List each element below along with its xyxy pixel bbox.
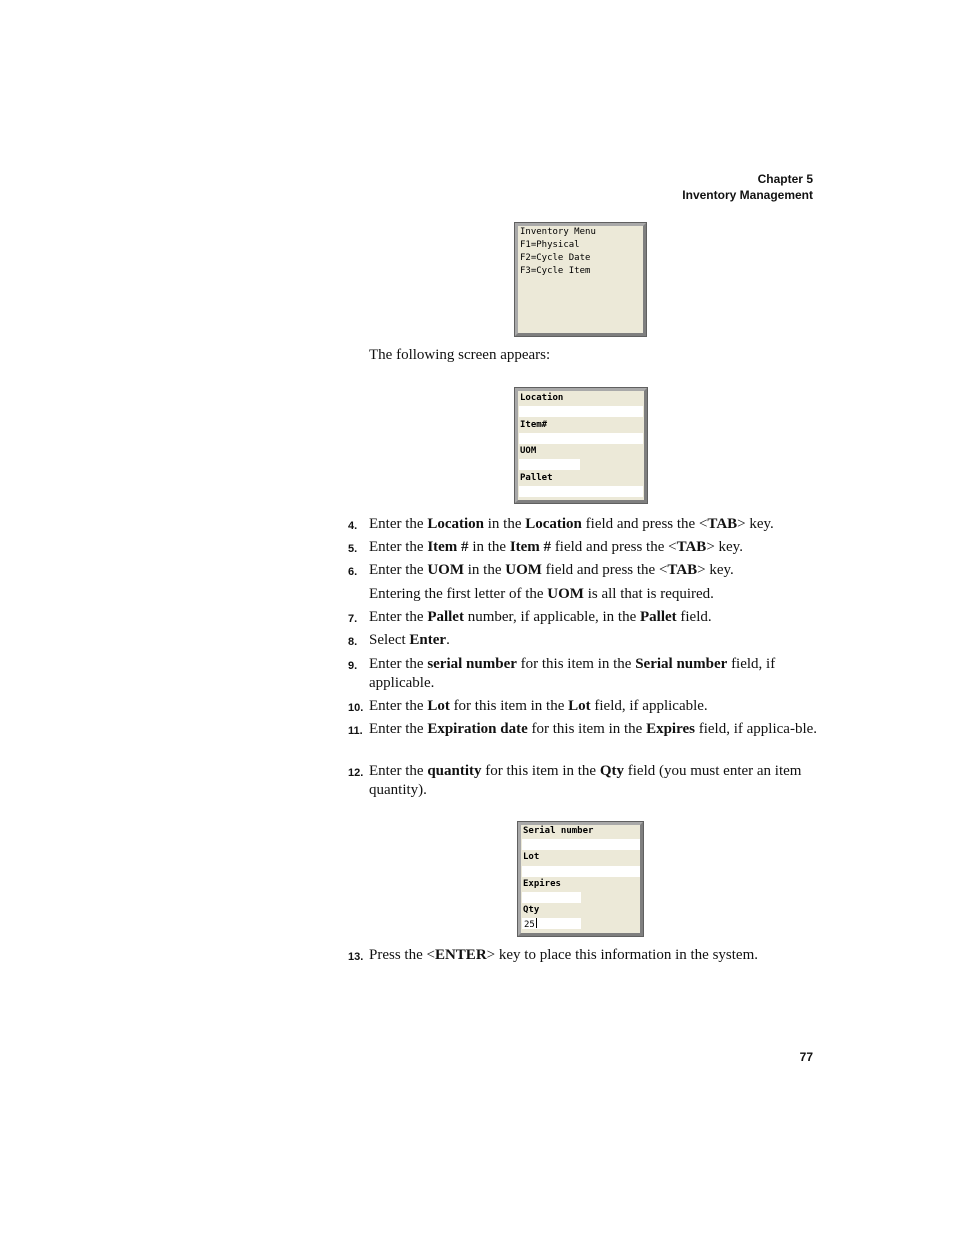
step-number: 8. [348, 636, 358, 648]
expires-label: Expires [523, 879, 561, 889]
serial-number-label: Serial number [523, 826, 594, 836]
step-7 [348, 608, 818, 627]
menu-item-cycle-date[interactable]: F2=Cycle Date [520, 253, 591, 263]
step-text: Enter the UOM in the UOM field and press the <TAB> key. [369, 562, 734, 578]
location-entry-screen [515, 388, 647, 503]
inventory-menu-screen [515, 223, 646, 336]
qty-field[interactable] [522, 918, 581, 929]
step-8 [348, 631, 818, 650]
step-number: 7. [348, 613, 358, 625]
step-number: 6. [348, 566, 358, 578]
item-label: Item# [520, 420, 548, 430]
step-10 [348, 697, 818, 716]
lot-label: Lot [523, 852, 540, 862]
section-title: Inventory Management [682, 188, 813, 202]
qty-value: 25 [524, 920, 535, 930]
serial-number-field[interactable] [522, 839, 640, 850]
uom-label: UOM [520, 446, 537, 456]
step-text: Select Enter. [369, 632, 450, 648]
step-text: Enter the serial number for this item in the Serial number field, if applicable. [369, 656, 776, 691]
pallet-field[interactable] [519, 486, 643, 497]
step-number: 4. [348, 520, 358, 532]
expires-field[interactable] [522, 892, 581, 903]
step-text: Enter the Item # in the Item # field and press the <TAB> key. [369, 539, 743, 555]
menu-title: Inventory Menu [520, 227, 596, 237]
step-12 [348, 762, 818, 800]
step-6 [348, 561, 818, 580]
step-text: Entering the first letter of the UOM is all that is required. [369, 586, 714, 602]
text-cursor [536, 918, 537, 928]
step-number: 5. [348, 543, 358, 555]
pallet-label: Pallet [520, 473, 553, 483]
location-label: Location [520, 393, 564, 403]
lot-field[interactable] [522, 866, 640, 877]
uom-field[interactable] [519, 459, 580, 470]
step-13 [348, 946, 818, 965]
step-text: Enter the Pallet number, if applicable, in the Pallet field. [369, 609, 712, 625]
step-text: Enter the Location in the Location field and press the <TAB> key. [369, 516, 774, 532]
intro-text: The following screen appears: [369, 347, 551, 363]
serial-entry-screen [518, 822, 643, 936]
step-number: 10. [348, 702, 364, 714]
step-text: Enter the Expiration date for this item in the Expires field, if applica-ble. [369, 721, 818, 737]
step-text: Enter the quantity for this item in the Qty field (you must enter an item quantity). [369, 763, 802, 798]
page-number: 77 [799, 1050, 813, 1064]
step-number: 13. [348, 951, 364, 963]
qty-label: Qty [523, 905, 540, 915]
step-11 [348, 720, 818, 739]
step-number: 9. [348, 660, 358, 672]
chapter-label: Chapter 5 [757, 172, 813, 186]
menu-item-physical[interactable]: F1=Physical [520, 240, 580, 250]
step-4 [348, 515, 818, 534]
step-6-note [348, 585, 818, 604]
step-5 [348, 538, 818, 557]
location-field[interactable] [519, 406, 643, 417]
step-9 [348, 655, 818, 693]
item-field[interactable] [519, 433, 643, 444]
step-number: 12. [348, 767, 364, 779]
step-text: Enter the Lot for this item in the Lot field, if applicable. [369, 698, 708, 714]
menu-item-cycle-item[interactable]: F3=Cycle Item [520, 266, 591, 276]
step-number: 11. [348, 725, 363, 737]
step-text: Press the <ENTER> key to place this information in the system. [369, 947, 758, 963]
